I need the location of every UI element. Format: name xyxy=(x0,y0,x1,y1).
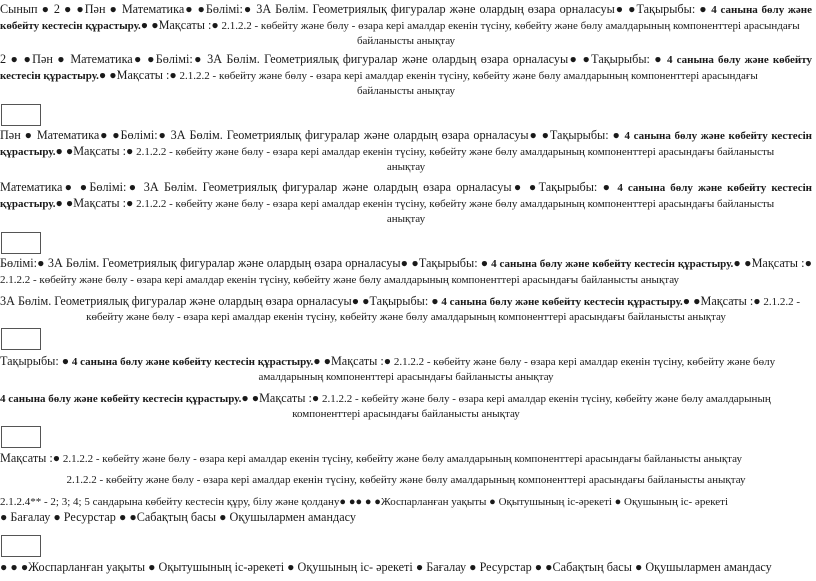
block8-goal-end: компоненттері арасындағы байланысты анықтау xyxy=(292,408,520,421)
block8-topic: 4 санына бөлу және көбейту кестесін құрастыру. xyxy=(0,393,242,405)
block2-topic: 4 санына бөлу және көбейту кестесін құрастыру. xyxy=(0,54,812,83)
block8-goal-label: ● ●Мақсаты :● xyxy=(241,391,320,405)
block6-goal-label: ● ●Мақсаты :● xyxy=(682,294,761,308)
block6-topic: 4 санына бөлу және көбейту кестесін құрастыру. xyxy=(438,296,683,308)
header-meta: Сынып ● 2 ● ●Пән ● Математика● ●Бөлімі:● 3А Бөлім. Геометриялық фигуралар және олардың өзара орналасуы● ●Тақырыбы: ● xyxy=(0,2,708,16)
block4-meta: Математика● ●Бөлімі:● 3А Бөлім. Геометриялық фигуралар және олардың өзара орналасуы● ●Тақырыбы: ● xyxy=(0,180,613,194)
text-block-6 xyxy=(0,294,812,325)
block4-goal-label: ● ●Мақсаты :● xyxy=(55,196,134,211)
text-block-2 xyxy=(0,52,812,100)
block5-goal-label: ● ●Мақсаты :● xyxy=(733,256,812,270)
text-block-9 xyxy=(0,451,812,467)
block4-topic: 4 санына бөлу және көбейту кестесін құрастыру. xyxy=(0,182,812,211)
block9-goal-label: Мақсаты :● xyxy=(0,451,61,465)
block7-goal-end: амалдарының компоненттері арасындағы байланысты анықтау xyxy=(258,371,554,384)
block2-goal-label: ● ●Мақсаты :● xyxy=(98,68,177,83)
text-block-8 xyxy=(0,391,812,422)
block3-meta: Пән ● Математика● ●Бөлімі:● 3А Бөлім. Геометриялық фигуралар және олардың өзара орналасуы● ●Тақырыбы: ● xyxy=(0,128,621,142)
block9-goal: 2.1.2.2 - көбейту және бөлу - өзара кері амалдар екенін түсіну, көбейту және бөлу амалдарының компоненттері арасындағы байланысты анықтау xyxy=(60,453,742,465)
block6-meta: 3А Бөлім. Геометриялық фигуралар және олардың өзара орналасуы● ●Тақырыбы: ● xyxy=(0,294,439,308)
block12-line1: ● ● ●Жоспарланған уақыты ● Оқытушының іс-әрекеті ● Оқушының іс- әрекеті ● Бағалау ● Ресурстар ● ●Сабақтың басы ● Оқушылармен амандасу xyxy=(0,560,772,574)
block7-goal: 2.1.2.2 - көбейту және бөлу - өзара кері амалдар екенін түсіну, көбейту және бөлу xyxy=(391,356,776,368)
header-topic: 4 санына бөлу және көбейту кестесін құрастыру. xyxy=(0,4,813,33)
block4-goal-end: анықтау xyxy=(386,213,426,226)
block5-meta: Бөлімі:● 3А Бөлім. Геометриялық фигуралар және олардың өзара орналасуы● ●Тақырыбы: ● xyxy=(0,256,489,270)
block2-goal: 2.1.2.2 - көбейту және бөлу - өзара кері амалдар екенін түсіну, көбейту және бөлу амалдарының компоненттері арасындағы xyxy=(176,70,758,83)
block7-topic: 4 санына бөлу және көбейту кестесін құрастыру. xyxy=(69,356,314,368)
empty-box-1 xyxy=(1,104,41,126)
block4-goal: 2.1.2.2 - көбейту және бөлу - өзара кері амалдар екенін түсіну, көбейту және бөлу амалдарының компоненттері арасындағы байланысты xyxy=(133,198,775,211)
text-block-3 xyxy=(0,128,812,176)
block3-goal-end: анықтау xyxy=(386,161,426,174)
block6-goal-end: көбейту және бөлу - өзара кері амалдар екенін түсіну, көбейту және бөлу амалдарының компоненттері арасындағы байланысты анықтау xyxy=(86,311,726,324)
empty-box-4 xyxy=(1,426,41,448)
block11-line1: 2.1.2.4** - 2; 3; 4; 5 сандарына көбейту кестесін құру, білу және қолдану● ●● ● ●Жоспарланған уақыты ● Оқытушының іс-әрекеті ● Оқушының іс- әрекеті xyxy=(0,496,729,508)
text-block-10 xyxy=(0,473,812,488)
text-block-5 xyxy=(0,256,812,288)
block11-line2: ● Бағалау ● Ресурстар ● ●Сабақтың басы ● Оқушылармен амандасу xyxy=(0,510,356,525)
text-block-12 xyxy=(0,560,812,575)
empty-box-3 xyxy=(1,328,41,350)
block5-topic: 4 санына бөлу және көбейту кестесін құрастыру. xyxy=(488,258,734,270)
block8-goal: 2.1.2.2 - көбейту және бөлу - өзара кері амалдар екенін түсіну, көбейту және бөлу амалдарының xyxy=(319,393,771,405)
block6-goal: 2.1.2.2 - xyxy=(760,296,801,308)
block3-topic: 4 санына бөлу және көбейту кестесін құрастыру. xyxy=(0,130,812,159)
header-goal-end: байланысты анықтау xyxy=(356,35,456,48)
header-goal-label: ● ●Мақсаты :● xyxy=(140,18,219,33)
text-block-7 xyxy=(0,354,812,385)
block5-goal: 2.1.2.2 - көбейту және бөлу - өзара кері амалдар екенін түсіну, көбейту және бөлу амалдарының компоненттері арасындағы байланысты анықтау xyxy=(0,274,680,287)
block7-goal-label: ● ●Мақсаты :● xyxy=(313,354,392,368)
block2-meta: 2 ● ●Пән ● Математика● ●Бөлімі:● 3А Бөлім. Геометриялық фигуралар және олардың өзара орналасуы● ●Тақырыбы: ● xyxy=(0,52,663,66)
text-block-11 xyxy=(0,494,812,525)
block10-goal: 2.1.2.2 - көбейту және бөлу - өзара кері амалдар екенін түсіну, көбейту және бөлу амалдарының компоненттері арасындағы байланысты анықтау xyxy=(66,474,746,486)
header-block xyxy=(0,2,812,50)
empty-box-5 xyxy=(1,535,41,557)
block3-goal: 2.1.2.2 - көбейту және бөлу - өзара кері амалдар екенін түсіну, көбейту және бөлу амалдарының компоненттері арасындағы байланысты xyxy=(133,146,775,159)
empty-box-2 xyxy=(1,232,41,254)
header-goal: 2.1.2.2 - көбейту және бөлу - өзара кері амалдар екенін түсіну, көбейту және бөлу амалдарының компоненттері арасындағы xyxy=(218,20,800,33)
text-block-4 xyxy=(0,180,812,228)
block7-meta: Тақырыбы: ● xyxy=(0,354,70,368)
block2-goal-end: байланысты анықтау xyxy=(356,85,456,98)
block3-goal-label: ● ●Мақсаты :● xyxy=(55,144,134,159)
